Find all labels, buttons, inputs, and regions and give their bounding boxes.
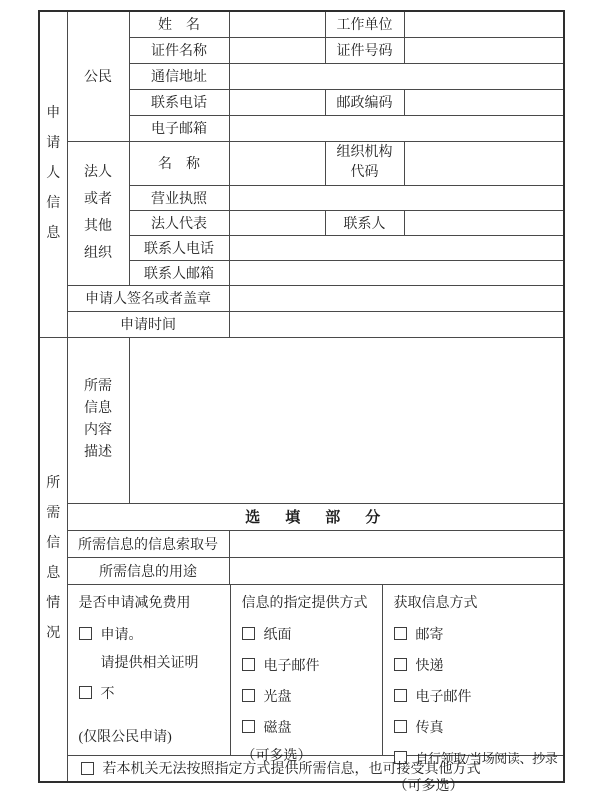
input-apply-time[interactable] [229, 311, 564, 337]
desc-line: 所需 [84, 379, 112, 394]
optional-section-header: 选 填 部 分 [67, 503, 564, 530]
fee-apply-note: 请提供相关证明 [100, 655, 199, 671]
checkbox-label: 邮寄 [415, 627, 444, 643]
provide-method-column [230, 585, 382, 764]
checkbox-label: 若本机关无法按照指定方式提供所需信息，也可接受其他方式 [102, 762, 481, 778]
side-char: 情 [46, 596, 61, 612]
label-org-code-text [328, 143, 402, 183]
checkbox-option-provide-email[interactable] [242, 655, 320, 675]
checkbox-icon [79, 627, 92, 640]
checkbox-label: 电子邮件 [415, 689, 472, 705]
label-purpose: 所需信息的用途 [67, 557, 229, 584]
checkbox-label: 光盘 [263, 689, 292, 705]
fee-waiver-column [68, 585, 230, 755]
checkbox-icon [81, 762, 94, 775]
group-label-organization-text [70, 159, 127, 267]
input-work-unit[interactable] [404, 11, 564, 37]
side-char: 息 [46, 226, 61, 242]
side-char: 息 [46, 566, 61, 582]
label-business-license: 营业执照 [129, 185, 229, 210]
label-address: 通信地址 [129, 63, 229, 89]
input-legal-rep[interactable] [229, 210, 325, 235]
group-label-organization [67, 141, 129, 285]
obtain-method-column [382, 585, 564, 794]
input-org-code[interactable] [404, 141, 564, 185]
label-phone: 联系电话 [129, 89, 229, 115]
section-applicant-side-label [39, 11, 67, 337]
label-apply-time: 申请时间 [67, 311, 229, 337]
checkbox-label: 快递 [415, 658, 444, 674]
label-name: 姓 名 [129, 11, 229, 37]
input-description[interactable] [129, 337, 564, 503]
checkbox-label: 电子邮件 [263, 658, 320, 674]
input-purpose[interactable] [229, 557, 564, 584]
label-contact-person: 联系人 [325, 210, 404, 235]
checkbox-option-disk[interactable] [242, 717, 292, 737]
checkbox-option-paper[interactable] [242, 624, 292, 644]
label-org-name: 名 称 [129, 141, 229, 185]
section-request-side-label [39, 337, 67, 782]
side-char: 请 [46, 136, 61, 152]
label-cert-no: 证件号码 [325, 37, 404, 63]
side-char: 人 [46, 166, 61, 182]
input-address[interactable] [229, 63, 564, 89]
label-contact-email: 联系人邮箱 [129, 260, 229, 285]
checkbox-option-cd[interactable] [242, 686, 292, 706]
side-char: 需 [46, 506, 61, 522]
checkbox-icon [79, 686, 92, 699]
input-org-name[interactable] [229, 141, 325, 185]
label-legal-rep: 法人代表 [129, 210, 229, 235]
input-contact-phone[interactable] [229, 235, 564, 260]
label-postal-code: 邮政编码 [325, 89, 404, 115]
section-request-side-label-text [42, 469, 65, 649]
input-signature[interactable] [229, 285, 564, 311]
side-char: 信 [46, 196, 61, 212]
obtain-multi-select-note: （可多选） [393, 778, 464, 794]
desc-line: 描述 [84, 445, 112, 460]
checkbox-option-fee-apply[interactable] [79, 624, 143, 644]
label-signature: 申请人签名或者盖章 [67, 285, 229, 311]
label-contact-phone: 联系人电话 [129, 235, 229, 260]
group-line: 或者 [84, 192, 112, 207]
input-phone[interactable] [229, 89, 325, 115]
side-char: 所 [46, 476, 61, 492]
label-work-unit: 工作单位 [325, 11, 404, 37]
checkbox-label: 传真 [415, 720, 444, 736]
checkbox-label: 申请。 [100, 627, 143, 643]
label-description-text [70, 376, 127, 464]
group-line: 法人 [84, 165, 112, 180]
label-index-number: 所需信息的信息索取号 [67, 530, 229, 557]
checkbox-icon [242, 627, 255, 640]
label-email: 电子邮箱 [129, 115, 229, 141]
org-code-line: 代码 [350, 165, 379, 180]
org-code-line: 组织机构 [336, 145, 393, 160]
checkbox-label: 不 [100, 686, 115, 702]
fee-footnote: (仅限公民申请) [78, 729, 172, 745]
checkbox-icon [394, 627, 407, 640]
input-contact-person[interactable] [404, 210, 564, 235]
input-contact-email[interactable] [229, 260, 564, 285]
checkbox-icon [394, 720, 407, 733]
checkbox-icon [394, 658, 407, 671]
checkbox-label: 自行领取/当场阅读、抄录 [415, 750, 558, 766]
provide-method-title: 信息的指定提供方式 [241, 595, 368, 611]
side-char: 况 [46, 626, 61, 642]
input-postal-code[interactable] [404, 89, 564, 115]
application-form-table [38, 10, 565, 794]
input-cert-name[interactable] [229, 37, 325, 63]
group-line: 组织 [84, 246, 112, 261]
label-cert-name: 证件名称 [129, 37, 229, 63]
obtain-method-title: 获取信息方式 [393, 595, 478, 611]
checkbox-icon [242, 720, 255, 733]
checkbox-label: 纸面 [263, 627, 292, 643]
checkbox-option-fee-no[interactable] [79, 683, 115, 703]
checkbox-icon [394, 689, 407, 702]
desc-line: 内容 [84, 423, 112, 438]
label-description [67, 337, 129, 503]
input-business-license[interactable] [229, 185, 564, 210]
side-char: 信 [46, 536, 61, 552]
checkbox-option-express[interactable] [394, 655, 444, 675]
checkbox-option-fax[interactable] [394, 717, 444, 737]
group-line: 其他 [84, 219, 112, 234]
checkbox-option-mail[interactable] [394, 624, 444, 644]
input-index-number[interactable] [229, 530, 564, 557]
label-org-code [325, 141, 404, 185]
input-cert-no[interactable] [404, 37, 564, 63]
side-char: 申 [46, 106, 61, 122]
group-label-citizen: 公民 [67, 11, 129, 141]
checkbox-option-obtain-email[interactable] [394, 686, 472, 706]
input-email[interactable] [229, 115, 564, 141]
input-name[interactable] [229, 11, 325, 37]
checkbox-icon [242, 689, 255, 702]
provide-multi-select-note: （可多选） [241, 748, 312, 764]
section-applicant-side-label-text [42, 99, 65, 249]
fee-waiver-title: 是否申请减免费用 [78, 595, 191, 611]
desc-line: 信息 [84, 401, 112, 416]
checkbox-icon [242, 658, 255, 671]
checkbox-label: 磁盘 [263, 720, 292, 736]
